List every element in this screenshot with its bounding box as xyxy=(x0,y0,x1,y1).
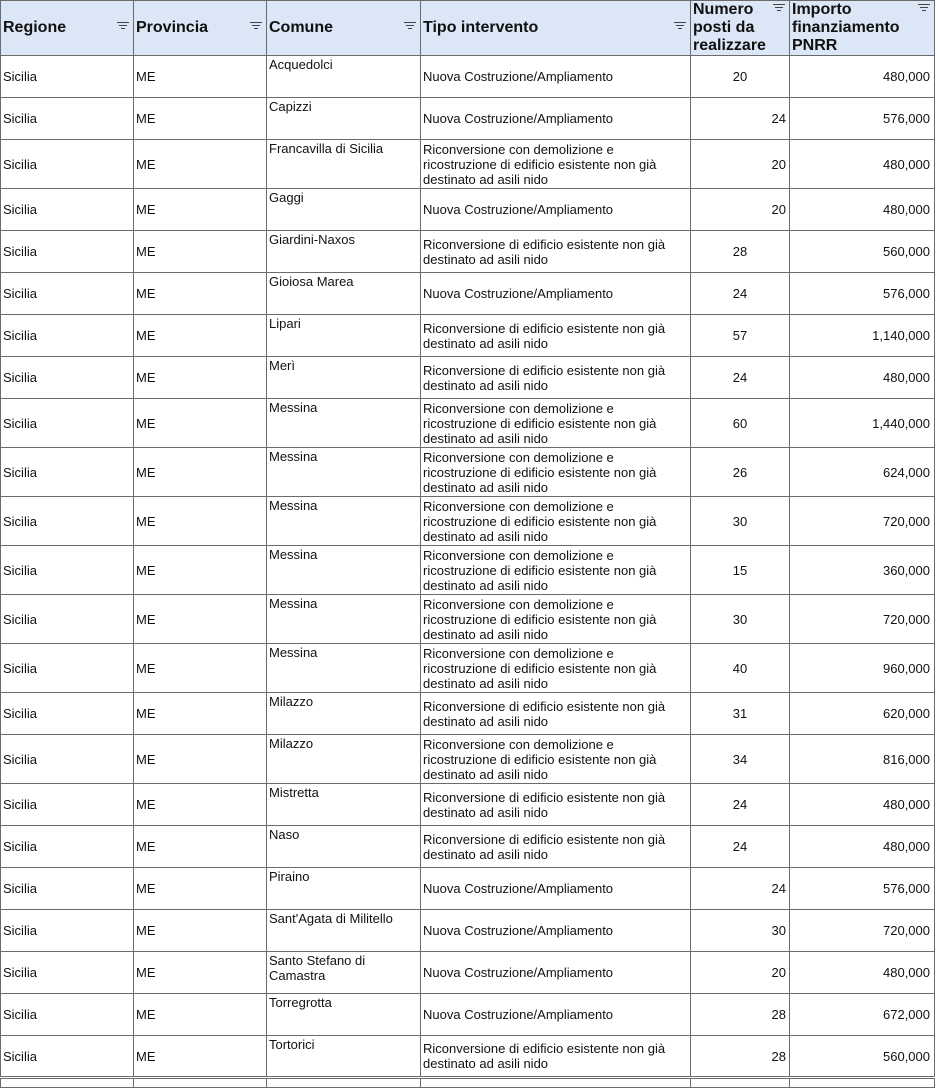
cell-importo[interactable]: 560,000 xyxy=(790,1036,935,1078)
table-row xyxy=(1,910,935,952)
cell-tipo-intervento[interactable]: Riconversione con demolizione e ricostruzione di edificio esistente non già destinato ad asili nido xyxy=(421,735,691,784)
cell-comune[interactable]: Messina xyxy=(267,546,421,595)
header-regione: Regione xyxy=(1,1,134,56)
cell-importo[interactable]: 960,000 xyxy=(790,644,935,693)
header-tipo-intervento: Tipo intervento xyxy=(421,1,691,56)
cell-comune[interactable]: Messina xyxy=(267,497,421,546)
header-row xyxy=(1,1,935,56)
cell-numero-posti[interactable]: 24 xyxy=(691,784,790,826)
cell-tipo-intervento[interactable]: Riconversione di edificio esistente non già destinato ad asili nido xyxy=(421,315,691,357)
cell-provincia[interactable]: ME xyxy=(134,399,267,448)
header-provincia: Provincia xyxy=(134,1,267,56)
cell-comune[interactable]: Torregrotta xyxy=(267,994,421,1036)
cell-importo[interactable]: 672,000 xyxy=(790,994,935,1036)
cell-importo[interactable]: 576,000 xyxy=(790,273,935,315)
cell-importo[interactable]: 480,000 xyxy=(790,140,935,189)
cell-numero-posti[interactable]: 28 xyxy=(691,1036,790,1078)
cell-importo[interactable]: 624,000 xyxy=(790,448,935,497)
cell-provincia[interactable]: ME xyxy=(134,189,267,231)
filter-icon[interactable] xyxy=(250,22,262,32)
cell-provincia[interactable]: ME xyxy=(134,994,267,1036)
cell-tipo-intervento[interactable]: Nuova Costruzione/Ampliamento xyxy=(421,56,691,98)
cell-provincia[interactable]: ME xyxy=(134,910,267,952)
cell-tipo-intervento[interactable]: Nuova Costruzione/Ampliamento xyxy=(421,910,691,952)
cell-tipo-intervento[interactable]: Riconversione con demolizione e ricostruzione di edificio esistente non già destinato ad asili nido xyxy=(421,595,691,644)
cell-comune[interactable]: Piraino xyxy=(267,868,421,910)
cell-numero-posti[interactable]: 24 xyxy=(691,273,790,315)
cell-provincia[interactable]: ME xyxy=(134,357,267,399)
cell-tipo-intervento[interactable]: Riconversione con demolizione e ricostruzione di edificio esistente non già destinato ad asili nido xyxy=(421,644,691,693)
table-footer-row xyxy=(1,1078,935,1088)
filter-icon[interactable] xyxy=(117,22,129,32)
cell-regione[interactable]: Sicilia xyxy=(1,595,134,644)
cell-regione[interactable]: Sicilia xyxy=(1,497,134,546)
cell-numero-posti[interactable]: 24 xyxy=(691,826,790,868)
cell-provincia[interactable]: ME xyxy=(134,595,267,644)
cell-numero-posti[interactable]: 30 xyxy=(691,595,790,644)
cell-importo[interactable]: 576,000 xyxy=(790,98,935,140)
cell-comune[interactable]: Francavilla di Sicilia xyxy=(267,140,421,189)
table-row xyxy=(1,448,935,497)
cell-regione[interactable]: Sicilia xyxy=(1,448,134,497)
cell-regione[interactable]: Sicilia xyxy=(1,693,134,735)
table-row xyxy=(1,357,935,399)
cell-provincia[interactable]: ME xyxy=(134,1036,267,1078)
cell-importo[interactable]: 620,000 xyxy=(790,693,935,735)
cell-regione[interactable]: Sicilia xyxy=(1,231,134,273)
cell-tipo-intervento[interactable]: Nuova Costruzione/Ampliamento xyxy=(421,868,691,910)
cell-importo[interactable]: 1,440,000 xyxy=(790,399,935,448)
cell-regione[interactable]: Sicilia xyxy=(1,273,134,315)
cell-regione[interactable]: Sicilia xyxy=(1,784,134,826)
cell-tipo-intervento[interactable]: Riconversione con demolizione e ricostruzione di edificio esistente non già destinato ad asili nido xyxy=(421,497,691,546)
cell-numero-posti[interactable]: 20 xyxy=(691,56,790,98)
cell-importo[interactable]: 480,000 xyxy=(790,357,935,399)
cell-tipo-intervento[interactable]: Nuova Costruzione/Ampliamento xyxy=(421,189,691,231)
cell-regione[interactable]: Sicilia xyxy=(1,140,134,189)
cell-comune[interactable]: Tortorici xyxy=(267,1036,421,1078)
cell-importo[interactable]: 480,000 xyxy=(790,784,935,826)
table-row xyxy=(1,273,935,315)
cell-regione[interactable]: Sicilia xyxy=(1,56,134,98)
cell-comune[interactable]: Sant'Agata di Militello xyxy=(267,910,421,952)
cell-numero-posti[interactable]: 30 xyxy=(691,497,790,546)
cell-tipo-intervento[interactable]: Riconversione di edificio esistente non già destinato ad asili nido xyxy=(421,357,691,399)
cell-comune[interactable]: Milazzo xyxy=(267,693,421,735)
table-row xyxy=(1,1036,935,1078)
cell-regione[interactable]: Sicilia xyxy=(1,546,134,595)
cell-comune[interactable]: Messina xyxy=(267,595,421,644)
cell-numero-posti[interactable]: 57 xyxy=(691,315,790,357)
table-row xyxy=(1,546,935,595)
cell-comune[interactable]: Santo Stefano di Camastra xyxy=(267,952,421,994)
cell-numero-posti[interactable]: 20 xyxy=(691,189,790,231)
cell-numero-posti[interactable]: 24 xyxy=(691,98,790,140)
cell-provincia[interactable]: ME xyxy=(134,273,267,315)
filter-icon[interactable] xyxy=(918,4,930,14)
table-row xyxy=(1,231,935,273)
cell-numero-posti[interactable]: 28 xyxy=(691,231,790,273)
cell-importo[interactable]: 1,140,000 xyxy=(790,315,935,357)
cell-numero-posti[interactable]: 26 xyxy=(691,448,790,497)
cell-numero-posti[interactable]: 20 xyxy=(691,952,790,994)
cell-regione[interactable]: Sicilia xyxy=(1,910,134,952)
cell-provincia[interactable]: ME xyxy=(134,784,267,826)
cell-numero-posti[interactable]: 30 xyxy=(691,910,790,952)
table-row xyxy=(1,826,935,868)
cell-comune[interactable]: Messina xyxy=(267,448,421,497)
cell-tipo-intervento[interactable]: Nuova Costruzione/Ampliamento xyxy=(421,273,691,315)
cell-comune[interactable]: Milazzo xyxy=(267,735,421,784)
cell-importo[interactable]: 576,000 xyxy=(790,868,935,910)
cell-regione[interactable]: Sicilia xyxy=(1,357,134,399)
cell-importo[interactable]: 480,000 xyxy=(790,56,935,98)
cell-importo[interactable]: 720,000 xyxy=(790,497,935,546)
cell-tipo-intervento[interactable]: Nuova Costruzione/Ampliamento xyxy=(421,952,691,994)
cell-provincia[interactable]: ME xyxy=(134,693,267,735)
cell-regione[interactable]: Sicilia xyxy=(1,735,134,784)
cell-tipo-intervento[interactable]: Riconversione di edificio esistente non già destinato ad asili nido xyxy=(421,231,691,273)
filter-icon[interactable] xyxy=(674,22,686,32)
cell-numero-posti[interactable]: 34 xyxy=(691,735,790,784)
cell-tipo-intervento[interactable]: Riconversione con demolizione e ricostruzione di edificio esistente non già destinato ad asili nido xyxy=(421,140,691,189)
cell-tipo-intervento[interactable]: Riconversione di edificio esistente non già destinato ad asili nido xyxy=(421,826,691,868)
cell-tipo-intervento[interactable]: Riconversione con demolizione e ricostruzione di edificio esistente non già destinato ad asili nido xyxy=(421,399,691,448)
cell-comune[interactable]: Capizzi xyxy=(267,98,421,140)
cell-regione[interactable]: Sicilia xyxy=(1,399,134,448)
table-row xyxy=(1,497,935,546)
table-row xyxy=(1,784,935,826)
cell-tipo-intervento[interactable]: Nuova Costruzione/Ampliamento xyxy=(421,98,691,140)
cell-numero-posti[interactable]: 60 xyxy=(691,399,790,448)
cell-comune[interactable]: Gioiosa Marea xyxy=(267,273,421,315)
cell-tipo-intervento[interactable]: Riconversione di edificio esistente non già destinato ad asili nido xyxy=(421,784,691,826)
cell-comune[interactable]: Messina xyxy=(267,399,421,448)
cell-numero-posti[interactable]: 40 xyxy=(691,644,790,693)
cell-provincia[interactable]: ME xyxy=(134,644,267,693)
cell-regione[interactable]: Sicilia xyxy=(1,994,134,1036)
cell-comune[interactable]: Gaggi xyxy=(267,189,421,231)
cell-provincia[interactable]: ME xyxy=(134,868,267,910)
cell-importo[interactable]: 480,000 xyxy=(790,826,935,868)
header-numero-posti: Numero posti da realizzare xyxy=(691,1,790,56)
table-row xyxy=(1,140,935,189)
cell-provincia[interactable]: ME xyxy=(134,140,267,189)
cell-numero-posti[interactable]: 28 xyxy=(691,994,790,1036)
cell-numero-posti[interactable]: 31 xyxy=(691,693,790,735)
cell-comune[interactable]: Mistretta xyxy=(267,784,421,826)
table-row xyxy=(1,994,935,1036)
header-importo: Importo finanziamento PNRR xyxy=(790,1,935,56)
table-row xyxy=(1,56,935,98)
cell-tipo-intervento[interactable]: Riconversione di edificio esistente non già destinato ad asili nido xyxy=(421,693,691,735)
table-row xyxy=(1,644,935,693)
table-row xyxy=(1,315,935,357)
cell-regione[interactable]: Sicilia xyxy=(1,952,134,994)
table-row xyxy=(1,399,935,448)
cell-provincia[interactable]: ME xyxy=(134,231,267,273)
table-row xyxy=(1,868,935,910)
cell-regione[interactable]: Sicilia xyxy=(1,1036,134,1078)
cell-importo[interactable]: 480,000 xyxy=(790,189,935,231)
table-row xyxy=(1,595,935,644)
table-row xyxy=(1,693,935,735)
cell-comune[interactable]: Lipari xyxy=(267,315,421,357)
cell-comune[interactable]: Giardini-Naxos xyxy=(267,231,421,273)
cell-numero-posti[interactable]: 20 xyxy=(691,140,790,189)
cell-provincia[interactable]: ME xyxy=(134,98,267,140)
cell-importo[interactable]: 360,000 xyxy=(790,546,935,595)
cell-provincia[interactable]: ME xyxy=(134,826,267,868)
cell-importo[interactable]: 720,000 xyxy=(790,910,935,952)
cell-regione[interactable]: Sicilia xyxy=(1,826,134,868)
cell-provincia[interactable]: ME xyxy=(134,546,267,595)
table-row xyxy=(1,189,935,231)
cell-comune[interactable]: Merì xyxy=(267,357,421,399)
table-row xyxy=(1,98,935,140)
cell-numero-posti[interactable]: 24 xyxy=(691,868,790,910)
cell-importo[interactable]: 720,000 xyxy=(790,595,935,644)
cell-tipo-intervento[interactable]: Riconversione con demolizione e ricostruzione di edificio esistente non già destinato ad asili nido xyxy=(421,546,691,595)
cell-regione[interactable]: Sicilia xyxy=(1,98,134,140)
cell-provincia[interactable]: ME xyxy=(134,448,267,497)
cell-provincia[interactable]: ME xyxy=(134,315,267,357)
cell-numero-posti[interactable]: 24 xyxy=(691,357,790,399)
cell-regione[interactable]: Sicilia xyxy=(1,868,134,910)
header-comune: Comune xyxy=(267,1,421,56)
cell-provincia[interactable]: ME xyxy=(134,497,267,546)
cell-importo[interactable]: 480,000 xyxy=(790,952,935,994)
cell-regione[interactable]: Sicilia xyxy=(1,644,134,693)
cell-tipo-intervento[interactable]: Riconversione di edificio esistente non già destinato ad asili nido xyxy=(421,1036,691,1078)
cell-tipo-intervento[interactable]: Nuova Costruzione/Ampliamento xyxy=(421,994,691,1036)
cell-provincia[interactable]: ME xyxy=(134,952,267,994)
cell-provincia[interactable]: ME xyxy=(134,56,267,98)
filter-icon[interactable] xyxy=(404,22,416,32)
cell-regione[interactable]: Sicilia xyxy=(1,315,134,357)
cell-importo[interactable]: 560,000 xyxy=(790,231,935,273)
filter-icon[interactable] xyxy=(773,4,785,14)
cell-comune[interactable]: Acquedolci xyxy=(267,56,421,98)
table-row xyxy=(1,952,935,994)
cell-comune[interactable]: Naso xyxy=(267,826,421,868)
table-row xyxy=(1,735,935,784)
cell-importo[interactable]: 816,000 xyxy=(790,735,935,784)
cell-tipo-intervento[interactable]: Riconversione con demolizione e ricostruzione di edificio esistente non già destinato ad asili nido xyxy=(421,448,691,497)
cell-comune[interactable]: Messina xyxy=(267,644,421,693)
cell-regione[interactable]: Sicilia xyxy=(1,189,134,231)
cell-provincia[interactable]: ME xyxy=(134,735,267,784)
cell-numero-posti[interactable]: 15 xyxy=(691,546,790,595)
